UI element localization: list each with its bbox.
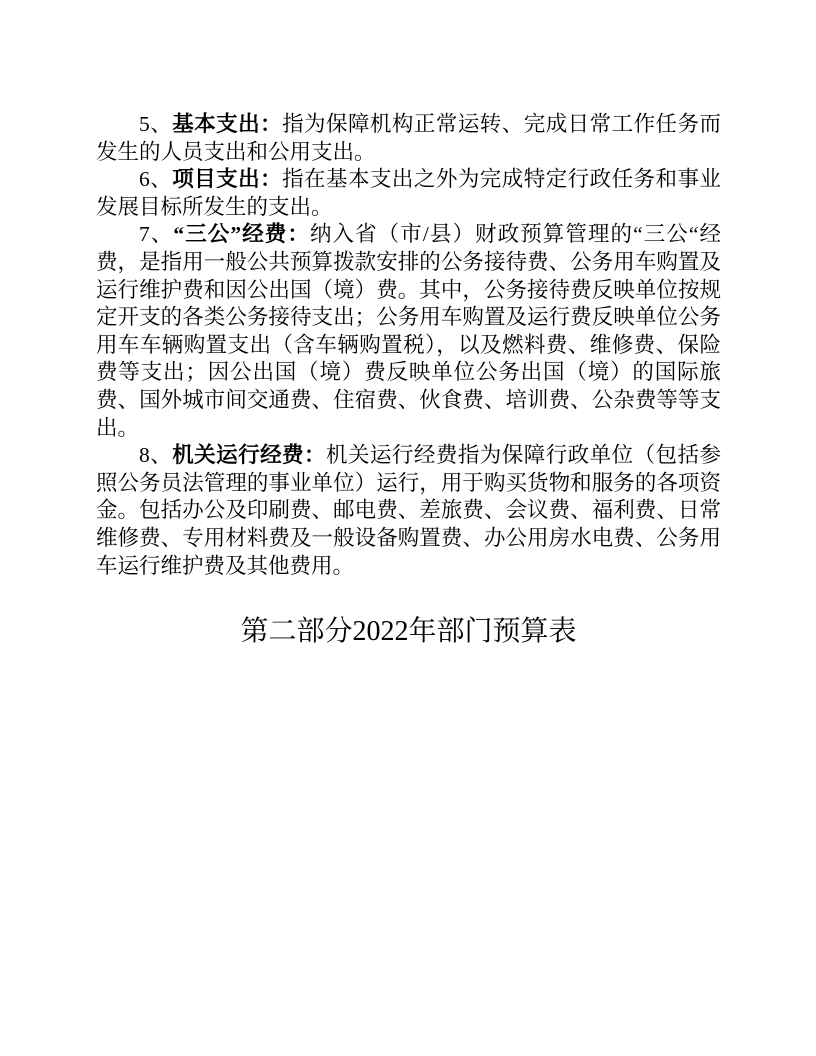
- paragraph-term: “三公”经费：: [173, 222, 310, 247]
- section-heading: 第二部分2022年部门预算表: [240, 616, 577, 648]
- paragraph-body: 纳入省（市/县）财政预算管理的“三公“经费，是指用一般公共预算拨款安排的公务接待费、公务用车购置及运行维护费和因公出国（境）费。其中，公务接待费反映单位按规定开支的各类公务接待支出；公务用车购置及运行费反映单位公务用车车辆购置支出（含车辆购置税），以及燃料费、维修费、保险费等支出；因公出国（境）费反映单位公务出国（境）的国际旅费、国外城市间交通费、住宿费、伙食费、培训费、公杂费等等支出。: [96, 222, 721, 440]
- paragraph-term: 机关运行经费：: [172, 443, 326, 468]
- definition-paragraph-5: [96, 111, 721, 166]
- paragraph-number: 7、: [139, 222, 174, 247]
- definition-paragraph-6: [96, 166, 721, 221]
- paragraph-number: 5、: [139, 112, 173, 136]
- definition-paragraph-8: [96, 442, 721, 580]
- paragraph-term: 基本支出：: [172, 112, 283, 136]
- paragraph-body: 指为保障机构正常运转、完成日常工作任务而发生的人员支出和公用支出。: [96, 112, 721, 164]
- paragraph-number: 8、: [139, 443, 173, 468]
- paragraph-body: 机关运行经费指为保障行政单位（包括参照公务员法管理的事业单位）运行，用于购买货物和服务的各项资金。包括办公及印刷费、邮电费、差旅费、会议费、福利费、日常维修费、专用材料费及一般设备购置费、办公用房水电费、公务用车运行维护费及其他费用。: [96, 443, 721, 578]
- definition-paragraph-7: [96, 221, 721, 442]
- paragraph-body: 指在基本支出之外为完成特定行政任务和事业发展目标所发生的支出。: [96, 167, 721, 219]
- paragraph-term: 项目支出：: [172, 167, 283, 192]
- paragraph-number: 6、: [139, 167, 173, 192]
